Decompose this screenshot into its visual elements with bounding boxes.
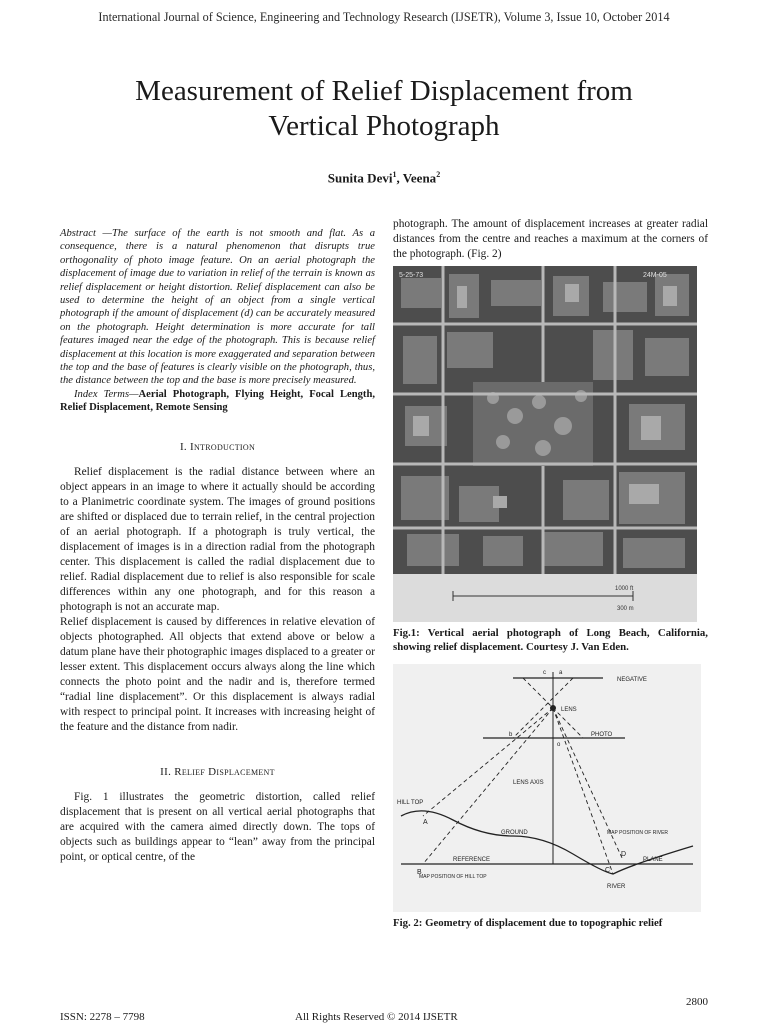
right-column [393,217,708,930]
page-number: 2800 [686,996,708,1008]
section-heading-introduction: I. Introduction [179,440,256,453]
author-list [0,170,768,186]
label-point-C: C [605,867,611,874]
paragraph: Relief displacement is the radial distance between where an object appears in an image to where it actually should be according to a Planimetric coordinate system. The images of ground positions are shifted or displaced due to terrain relief, in the central projection of an aerial photograph. If a photograph is truly vertical, the displacement of images is in a direction radial from the photograph center. This displacement is called the radial displacement due to relief. Radial displacement due to relief is also responsible for scale differences within any one photograph, and for this reason a photograph is not an accurate map. [60,465,375,613]
label-reference: REFERENCE [453,857,491,863]
running-head: International Journal of Science, Engineering and Technology Research (IJSETR), Volume 3, Issue 10, October 2014 [98,10,670,24]
label-map-position-hill: MAP POSITION OF HILL TOP [419,874,487,880]
paragraph: photograph. The amount of displacement increases at greater radial distances from the centre and reaches a maximum at the corners of the photograph. (Fig. 2) [393,218,708,260]
figure-1-caption: Fig.1: Vertical aerial photograph of Long Beach, California, showing relief displacement. Courtesy J. Van Eden. [393,627,708,653]
index-terms-label: Index Terms— [74,388,139,400]
label-point-D: D [621,851,627,858]
author-name: Sunita Devi [327,170,393,186]
label-lens-axis: LENS AXIS [513,780,544,786]
title-line-2: Vertical Photograph [268,110,500,142]
figure-1-aerial-photo [393,266,697,622]
label-negative: NEGATIVE [617,677,647,683]
author-affiliation-mark: 2 [436,170,441,179]
label-point-A: A [423,819,428,826]
label-map-position-river: MAP POSITION OF RIVER [607,830,669,836]
scale-label-feet: 1000 ft [615,586,634,592]
label-river: RIVER [607,884,626,890]
label-point-c: c [543,670,546,676]
author-affiliation-mark: 1 [392,170,397,179]
author-name: Veena [402,170,437,186]
left-column [60,227,375,865]
index-terms-list: Aerial Photograph, Flying Height, Focal Length, Relief Displacement, Remote Sensing [60,388,375,414]
figure-2-geometry-diagram [393,664,701,912]
label-photo: PHOTO [591,732,613,738]
label-plane: PLANE [643,857,663,863]
label-point-b: b [509,732,513,738]
copyright-notice: All Rights Reserved © 2014 IJSETR [295,1011,458,1023]
photo-label-date: 5-25-73 [399,272,424,279]
label-hill-top: HILL TOP [397,800,424,806]
index-terms [60,388,375,415]
scale-label-meters: 300 m [617,606,634,612]
figure-2-caption: Fig. 2: Geometry of displacement due to topographic relief [393,917,663,929]
label-point-a: a [559,670,563,676]
abstract: Abstract —The surface of the earth is not smooth and flat. As a consequence, there is a natural phenomenon that disrupts true orthogonality of photo image feature. On an aerial photograph the displacement of image due to variation in relief of the terrain is known as relief displacement or height distortion. Relief displacement can also be used to determine the height of an object from a single vertical photograph if the amount of displacement (d) can be accurately measured on the photograph. Height determination is more accurate for tall features imaged near the edge of the photograph. This is because relief displacement at this location is more exaggerated and separation between the top and the base of features is clearly visible on the photograph, thus, the distance between the top and the base is more precisely measured. [60,228,375,387]
paragraph: Relief displacement is caused by differences in relative elevation of objects photographed. All objects that extend above or below a datum plane have their photographic images displaced to a greater or lesser extent. This displacement occurs always along the line which connects the photo point and the nadir and is, therefore termed “radial line displacement”. Or this displacement is always radial with respect to principal point. It increases with increasing height of the feature and the distance from nadir. [60,615,375,733]
label-point-o: o [557,742,561,748]
paragraph: Fig. 1 illustrates the geometric distortion, called relief displacement that is present on all vertical aerial photographs that are acquired with the camera aimed directly down. The tops of objects such as buildings appear to “lean” away from the principal point, or optical centre, of the [60,790,375,863]
photo-label-frame: 24M-05 [643,272,667,279]
paper-title [60,74,708,144]
aerial-photo-image [393,266,697,622]
geometry-diagram [393,664,701,912]
label-ground: GROUND [501,830,528,836]
author-separator: , [396,170,403,186]
section-heading-relief-displacement: II. Relief Displacement [160,765,275,778]
label-point-B: B [417,869,422,876]
title-line-1: Measurement of Relief Displacement from [135,75,633,107]
issn: ISSN: 2278 – 7798 [60,1011,145,1023]
label-lens: LENS [561,707,577,713]
